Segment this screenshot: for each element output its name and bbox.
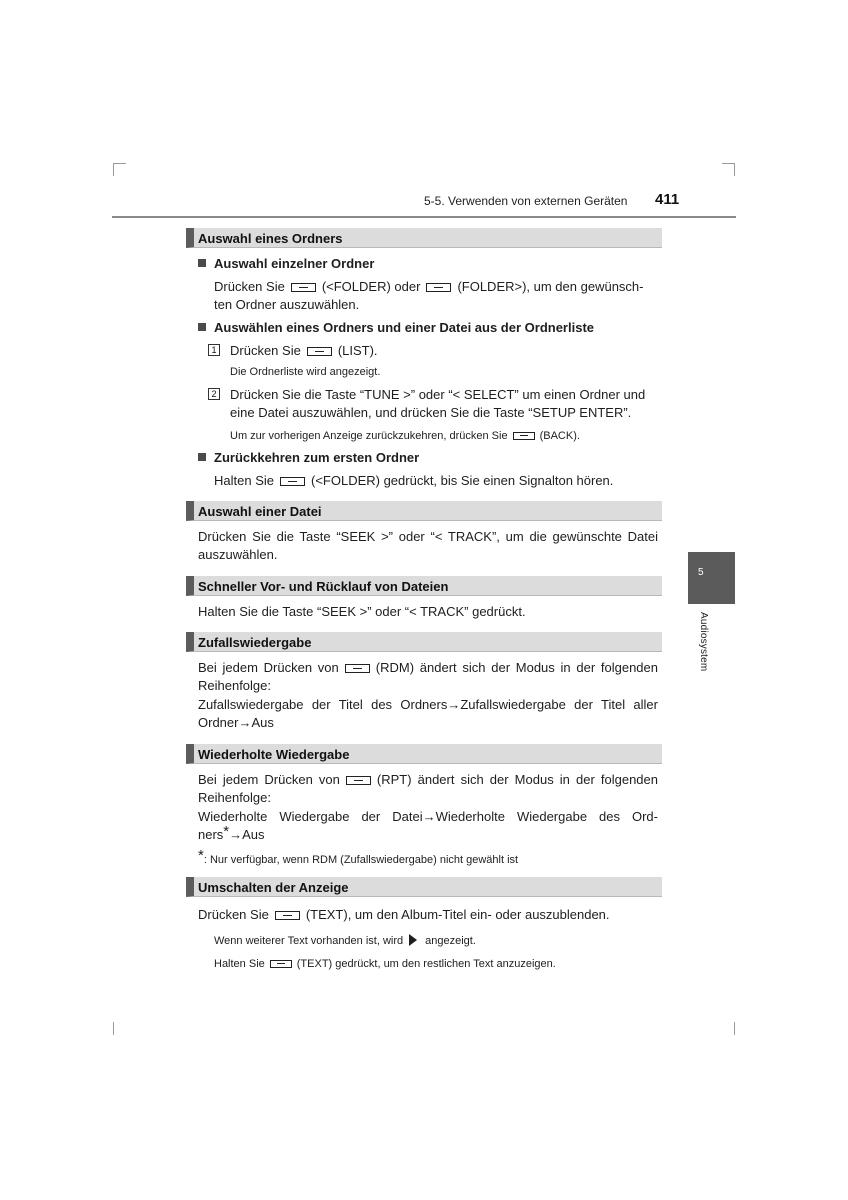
paragraph-line — [198, 825, 265, 844]
paragraph-line: Reihenfolge: — [198, 678, 271, 693]
footnote-marker: * — [223, 823, 230, 840]
step-text: Drücken Sie die Taste “TUNE >” oder “< SELECT” um einen Ordner und — [230, 387, 646, 402]
list-button-icon — [307, 347, 332, 356]
step-text: eine Datei auszuwählen, und drücken Sie die Taste “SETUP ENTER”. — [230, 405, 632, 420]
text-run: Drücken Sie — [214, 279, 285, 294]
paragraph-line: Halten Sie die Taste “SEEK >” oder “< TRACK” gedrückt. — [198, 604, 526, 619]
paragraph-line — [198, 905, 610, 924]
header-rule — [112, 216, 736, 218]
text-run: (RDM) ändert sich der Modus in der folgenden — [375, 660, 658, 675]
text-run: (TEXT), um den Album-Titel ein- oder auszublenden. — [305, 907, 610, 922]
bullet-square-icon — [198, 259, 206, 267]
text-button-icon — [270, 960, 292, 968]
section-title: Auswahl eines Ordners — [198, 231, 343, 246]
subheading: Auswählen eines Ordners und einer Datei aus der Ordnerliste — [214, 320, 595, 335]
text-run: Halten Sie — [214, 958, 265, 970]
text-run: angezeigt. — [425, 935, 476, 947]
text-run: Drücken Sie — [230, 343, 301, 358]
section-title: Auswahl einer Datei — [198, 504, 322, 519]
text-run: (RPT) ändert sich der Modus in der folgenden — [376, 772, 658, 787]
chapter-number: 5 — [698, 567, 704, 578]
section-heading — [186, 501, 662, 521]
folder-button-icon — [291, 283, 316, 292]
section-title: Wiederholte Wiedergabe — [198, 747, 350, 762]
chapter-label: Audiosystem — [698, 612, 709, 672]
subheading: Zurückkehren zum ersten Ordner — [214, 450, 420, 465]
paragraph-line — [214, 471, 613, 490]
text-run: Bei jedem Drücken von — [198, 660, 339, 675]
crop-mark — [113, 163, 126, 164]
footnote — [198, 847, 519, 868]
paragraph-line: Zufallswiedergabe der Titel des Ordners→Zufallswiedergabe der Titel aller — [198, 697, 658, 712]
text-run: (LIST). — [337, 343, 378, 358]
text-run: Halten Sie — [214, 473, 274, 488]
paragraph-line — [198, 770, 658, 789]
section-heading — [186, 228, 662, 248]
paragraph-line — [198, 658, 658, 677]
running-header: 5-5. Verwenden von externen Geräten — [424, 194, 628, 208]
crop-mark — [722, 163, 735, 164]
bullet-square-icon — [198, 453, 206, 461]
rdm-button-icon — [345, 664, 370, 673]
section-title: Zufallswiedergabe — [198, 635, 312, 650]
text-run: Wenn weiterer Text vorhanden ist, wird — [214, 935, 404, 947]
text-run: (<FOLDER) oder — [321, 279, 421, 294]
section-heading — [186, 744, 662, 764]
section-title: Umschalten der Anzeige — [198, 880, 349, 895]
back-button-icon — [513, 432, 535, 440]
step-note — [230, 429, 580, 444]
text-run: (<FOLDER) gedrückt, bis Sie einen Signalton hören. — [310, 473, 614, 488]
step-text — [230, 341, 378, 360]
subheading: Auswahl einzelner Ordner — [214, 256, 375, 271]
paragraph-line: Wiederholte Wiedergabe der Datei→Wiederholte Wiedergabe des Ord- — [198, 809, 658, 824]
note-line — [214, 934, 476, 949]
section-heading — [186, 877, 662, 897]
paragraph-line — [214, 277, 643, 296]
text-run: Drücken Sie — [198, 907, 269, 922]
crop-mark — [734, 163, 735, 176]
paragraph-line: ten Ordner auszuwählen. — [214, 297, 360, 312]
text-run: ners — [198, 827, 224, 842]
step-number: 2 — [208, 388, 220, 400]
paragraph-line: Ordner→Aus — [198, 715, 274, 730]
text-run: →Aus — [229, 827, 265, 842]
text-run: : Nur verfügbar, wenn RDM (Zufallswiedergabe) nicht gewählt ist — [203, 854, 519, 866]
page-number: 411 — [655, 191, 680, 208]
paragraph-line: auszuwählen. — [198, 547, 278, 562]
crop-mark — [113, 163, 114, 176]
folder-button-icon — [426, 283, 451, 292]
bullet-square-icon — [198, 323, 206, 331]
crop-mark — [734, 1022, 735, 1035]
text-run: (BACK). — [539, 430, 580, 442]
step-number: 1 — [208, 344, 220, 356]
step-note: Die Ordnerliste wird angezeigt. — [230, 366, 381, 378]
crop-mark — [113, 1022, 114, 1035]
section-heading — [186, 632, 662, 652]
text-run: (TEXT) gedrückt, um den restlichen Text anzuzeigen. — [296, 958, 556, 970]
rpt-button-icon — [346, 776, 371, 785]
text-run: (FOLDER>), um den gewünsch- — [457, 279, 644, 294]
chapter-tab — [688, 552, 735, 604]
play-arrow-icon — [409, 934, 417, 946]
paragraph-line: Drücken Sie die Taste “SEEK >” oder “< TRACK”, um die gewünschte Datei — [198, 529, 658, 544]
text-run: Um zur vorherigen Anzeige zurückzukehren, drücken Sie — [230, 430, 508, 442]
footnote-marker: * — [198, 847, 204, 864]
folder-button-icon — [280, 477, 305, 486]
text-run: Bei jedem Drücken von — [198, 772, 340, 787]
note-line — [214, 957, 556, 972]
paragraph-line: Reihenfolge: — [198, 790, 271, 805]
section-title: Schneller Vor- und Rücklauf von Dateien — [198, 579, 449, 594]
text-button-icon — [275, 911, 300, 920]
section-heading — [186, 576, 662, 596]
